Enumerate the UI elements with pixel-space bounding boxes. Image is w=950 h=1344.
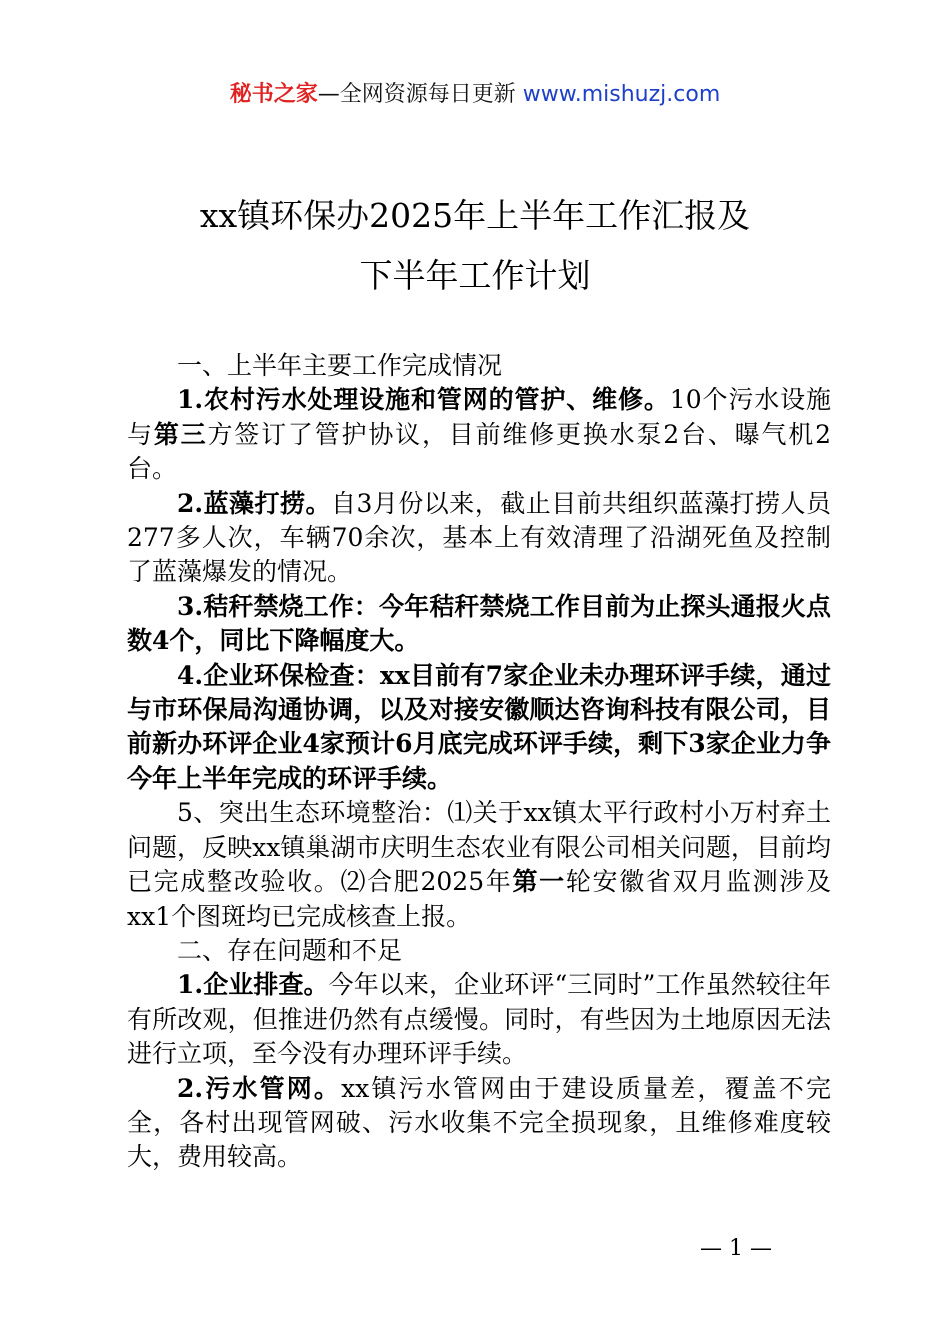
- document-body: [127, 349, 831, 1175]
- paragraph-1-lead: 1.农村污水处理设施和管网的管护、维修。: [177, 385, 670, 415]
- paragraph-2-text: 自3月份以来，截止目前共组织蓝藻打捞人员277多人次，车辆70余次，基本上有效清理了沿湖死鱼及控制了蓝藻爆发的情况。: [127, 488, 831, 587]
- section-heading-2: 二、存在问题和不足: [177, 935, 403, 965]
- paragraph-7: [127, 1072, 831, 1175]
- banner-slogan: —全网资源每日更新: [317, 82, 523, 107]
- paragraph-4-lead: 4.企业环保检查：xx目前有7家企业未办理环评手续，通过与市环保局沟通协调，以及对接安徽顺达咨询科技有限公司，目前新办环评企业4家预计6月底完成环评手续，剩下3家企业力争今年上半年完成的环评手续。: [127, 660, 831, 793]
- title-line-1: xx镇环保办2025年上半年工作汇报及: [199, 196, 751, 235]
- paragraph-6-lead: 1.企业排查。: [177, 970, 329, 1000]
- paragraph-4: [127, 659, 831, 797]
- site-banner: [0, 80, 950, 110]
- page-number: — 1 —: [700, 1236, 772, 1261]
- paragraph-3: [127, 590, 831, 659]
- section-heading-1: 一、上半年主要工作完成情况: [177, 351, 503, 380]
- title-line-2: 下半年工作计划: [359, 256, 591, 295]
- paragraph-5-bold-inline: 第一: [512, 867, 566, 897]
- paragraph-7-lead: 2.污水管网。: [177, 1073, 342, 1103]
- paragraph-1-text-b: 方签订了管护协议，目前维修更换水泵2台、曝气机2台。: [127, 419, 831, 484]
- paragraph-1-bold-inline: 第三: [153, 419, 208, 449]
- paragraph-3-lead: 3.秸秆禁烧工作：今年秸秆禁烧工作目前为止探头通报火点数4个，同比下降幅度大。: [127, 591, 831, 656]
- paragraph-5: [127, 796, 831, 934]
- paragraph-6-text: 今年以来，企业环评“三同时”工作虽然较往年有所改观，但推进仍然有点缓慢。同时，有些因为土地原因无法进行立项，至今没有办理环评手续。: [127, 970, 831, 1069]
- paragraph-1: [127, 383, 831, 486]
- document-title: [0, 186, 950, 306]
- paragraph-6: [127, 968, 831, 1071]
- banner-brand: 秘书之家: [229, 82, 318, 107]
- paragraph-2-lead: 2.蓝藻打捞。: [177, 488, 331, 518]
- paragraph-2: [127, 487, 831, 590]
- paragraph-5-text-a: 5、突出生态环境整治：⑴关于xx镇太平行政村小万村弃土问题，反映xx镇巢湖市庆明生态农业有限公司相关问题，目前均已完成整改验收。⑵合肥2025年: [127, 798, 831, 897]
- banner-url-link[interactable]: www.mishuzj.com: [522, 82, 721, 107]
- paragraph-7-text: xx镇污水管网由于建设质量差，覆盖不完全，各村出现管网破、污水收集不完全损现象，且维修难度较大，费用较高。: [127, 1073, 831, 1172]
- paragraph-1-text-a: 10个污水设施与: [127, 385, 832, 449]
- paragraph-5-text-b: 轮安徽省双月监测涉及xx1个图斑均已完成核查上报。: [127, 867, 831, 931]
